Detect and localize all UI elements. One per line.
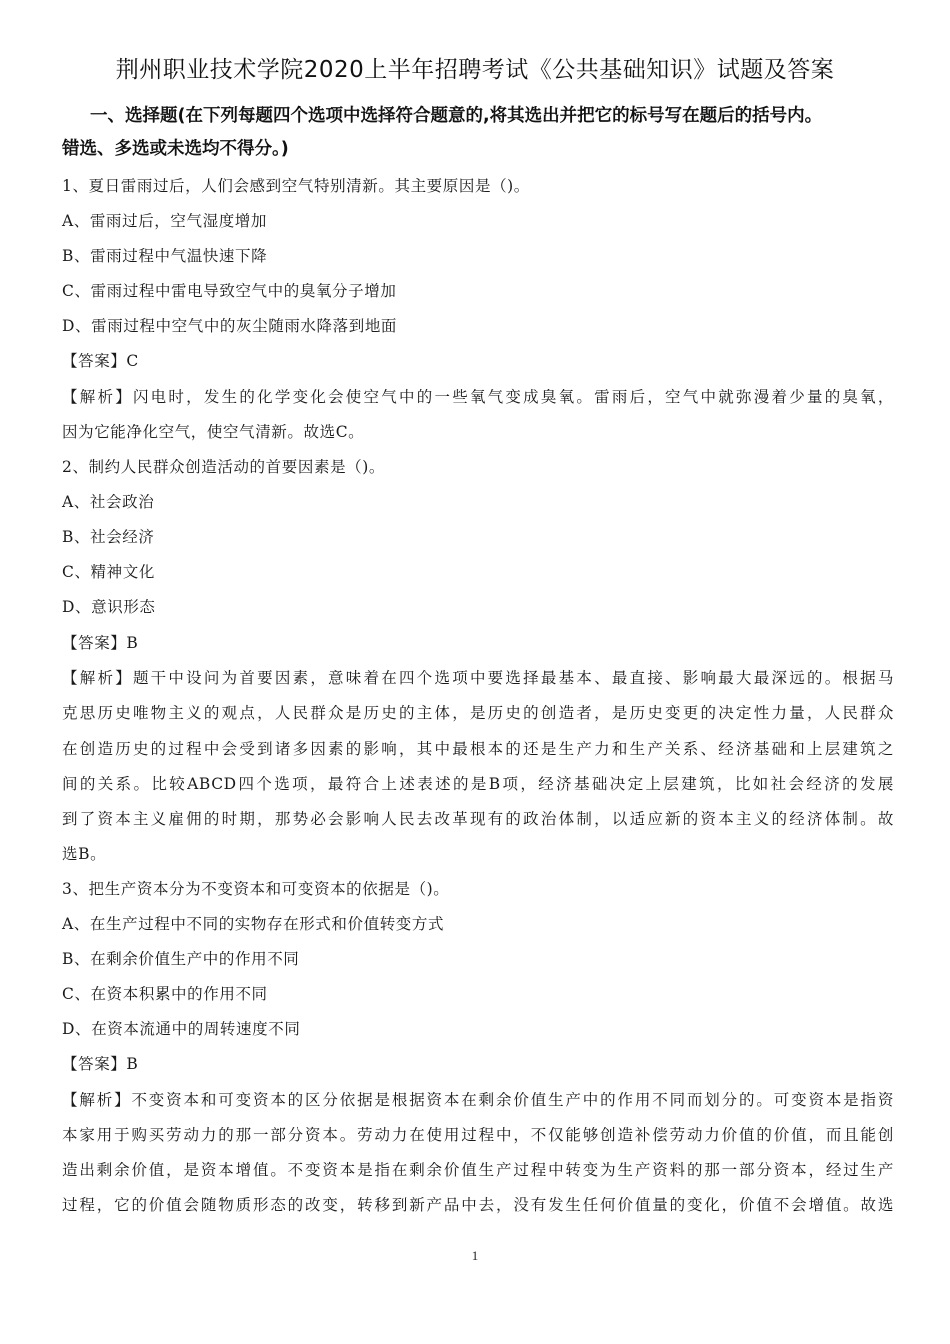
option-line: D、雷雨过程中空气中的灰尘随雨水降落到地面 bbox=[62, 317, 398, 335]
analysis-line: 【解析】题干中设问为首要因素，意味着在四个选项中要选择最基本、最直接、影响最大最深远的。根据马 bbox=[62, 669, 894, 687]
option-line: C、雷雨过程中雷电导致空气中的臭氧分子增加 bbox=[62, 282, 397, 300]
option-line: B、社会经济 bbox=[62, 528, 155, 546]
text-line: 造出剩余价值，是资本增值。不变资本是指在剩余价值生产过程中转变为生产资料的那一部分资本，经过生产 bbox=[62, 1161, 894, 1179]
text-line: 克思历史唯物主义的观点，人民群众是历史的主体，是历史的创造者，是历史变更的决定性力量，人民群众 bbox=[62, 704, 894, 722]
section-heading-line-1: 一、选择题(在下列每题四个选项中选择符合题意的,将其选出并把它的标号写在题后的括号内。 bbox=[90, 106, 823, 126]
text-line: 因为它能净化空气，使空气清新。故选C。 bbox=[62, 423, 365, 441]
answer-line: 【答案】B bbox=[62, 634, 139, 652]
option-line: A、在生产过程中不同的实物存在形式和价值转变方式 bbox=[62, 915, 445, 933]
page-number: 1 bbox=[471, 1248, 479, 1263]
option-line: C、精神文化 bbox=[62, 563, 155, 581]
option-line: B、在剩余价值生产中的作用不同 bbox=[62, 950, 300, 968]
text-line: 选B。 bbox=[62, 845, 107, 863]
option-line: A、雷雨过后，空气湿度增加 bbox=[62, 212, 267, 230]
text-line: 本家用于购买劳动力的那一部分资本。劳动力在使用过程中，不仅能够创造补偿劳动力价值的价值，而且能创 bbox=[62, 1126, 894, 1144]
section-heading-line-2: 错选、多选或未选均不得分。) bbox=[62, 139, 289, 159]
option-line: C、在资本积累中的作用不同 bbox=[62, 985, 268, 1003]
document-title: 荆州职业技术学院2020上半年招聘考试《公共基础知识》试题及答案 bbox=[115, 57, 835, 83]
question-line: 3、把生产资本分为不变资本和可变资本的依据是（)。 bbox=[62, 880, 450, 898]
text-line: 间的关系。比较ABCD四个选项，最符合上述表述的是B项，经济基础决定上层建筑，比如社会经济的发展 bbox=[62, 775, 894, 793]
question-line: 1、夏日雷雨过后，人们会感到空气特别清新。其主要原因是（)。 bbox=[62, 177, 530, 195]
question-line: 2、制约人民群众创造活动的首要因素是（)。 bbox=[62, 458, 386, 476]
option-line: D、意识形态 bbox=[62, 598, 156, 616]
analysis-line: 【解析】不变资本和可变资本的区分依据是根据资本在剩余价值生产中的作用不同而划分的。可变资本是指资 bbox=[62, 1091, 894, 1109]
option-line: A、社会政治 bbox=[62, 493, 155, 511]
text-line: 在创造历史的过程中会受到诸多因素的影响，其中最根本的还是生产力和生产关系、经济基础和上层建筑之 bbox=[62, 740, 894, 758]
text-line: 过程，它的价值会随物质形态的改变，转移到新产品中去，没有发生任何价值量的变化，价值不会增值。故选 bbox=[62, 1196, 894, 1214]
answer-line: 【答案】B bbox=[62, 1055, 139, 1073]
option-line: B、雷雨过程中气温快速下降 bbox=[62, 247, 268, 265]
option-line: D、在资本流通中的周转速度不同 bbox=[62, 1020, 301, 1038]
analysis-line: 【解析】闪电时，发生的化学变化会使空气中的一些氧气变成臭氧。雷雨后，空气中就弥漫着少量的臭氧， bbox=[62, 388, 894, 406]
answer-line: 【答案】C bbox=[62, 352, 139, 370]
text-line: 到了资本主义雇佣的时期，那势必会影响人民去改革现有的政治体制，以适应新的资本主义的经济体制。故 bbox=[62, 810, 894, 828]
